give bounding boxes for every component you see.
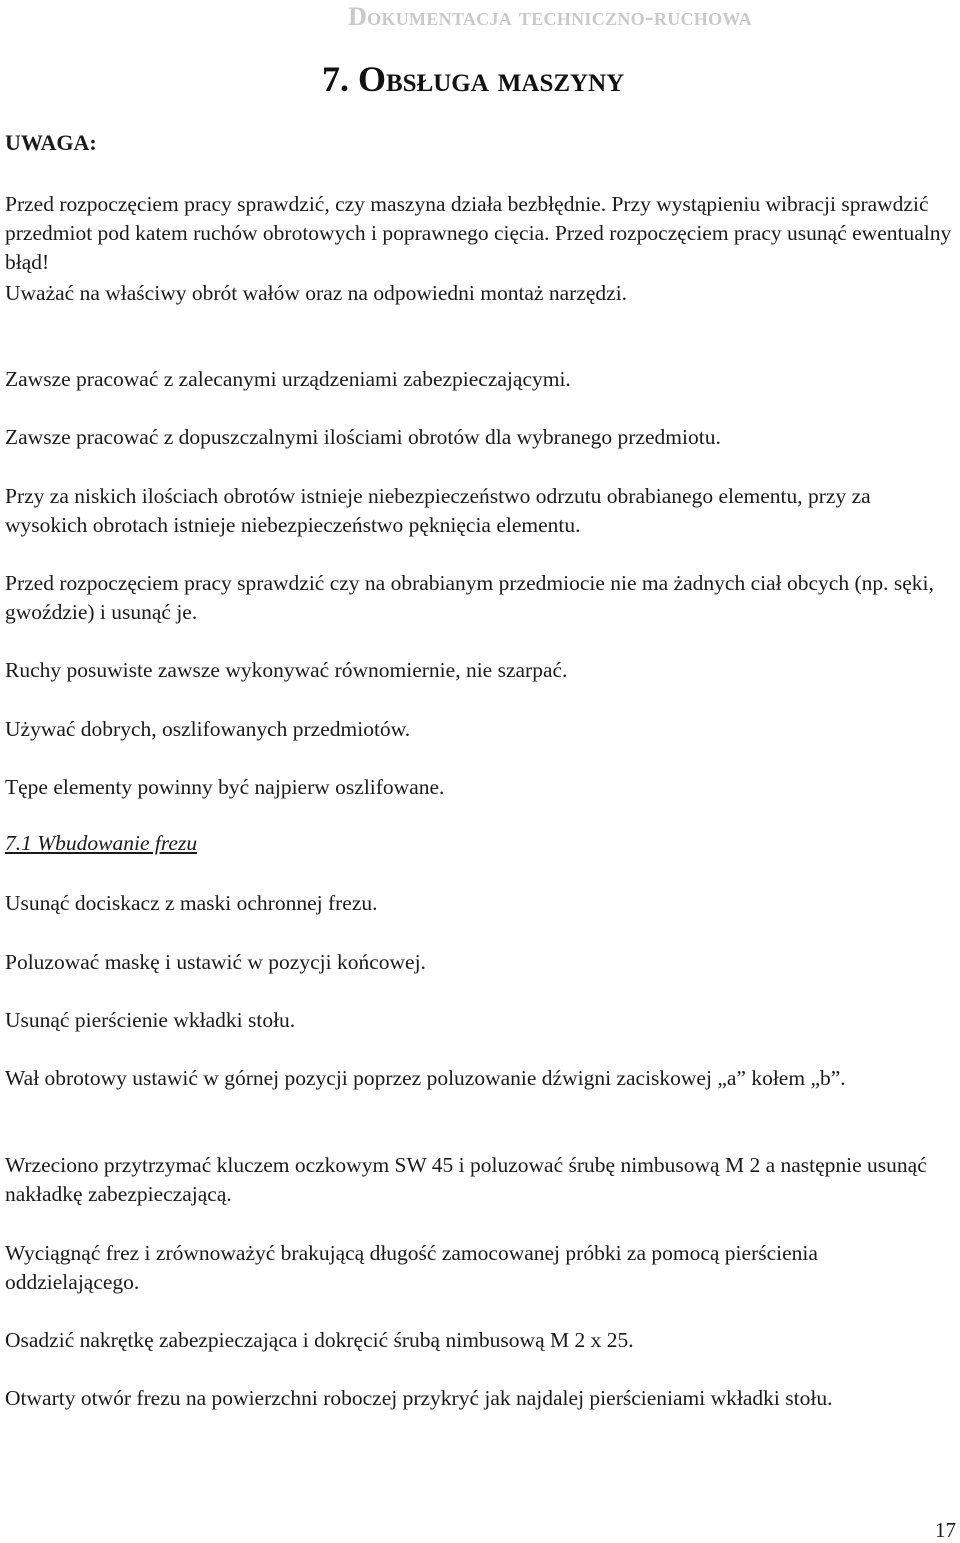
warning-paragraph: Przed rozpoczęciem pracy sprawdzić, czy maszyna działa bezbłędnie. Przy wystąpieniu wibracji sprawdzić przedmiot pod katem ruchów obrotowych i poprawnego cięcia. Przed rozpoczęciem pracy usunąć ewentualny błąd! (5, 192, 952, 274)
warning-label: UWAGA: (5, 130, 97, 155)
step-paragraph: Wał obrotowy ustawić w górnej pozycji poprzez poluzowanie dźwigni zaciskowej „a” kołem „b”. (5, 1066, 846, 1090)
step-paragraph: Wrzeciono przytrzymać kluczem oczkowym SW 45 i poluzować śrubę nimbusową M 2 a następnie usunąć nakładkę zabezpieczającą. (5, 1153, 927, 1206)
step-paragraph: Usunąć pierścienie wkładki stołu. (5, 1008, 296, 1032)
section-title: 7. Obsługa maszyny (322, 59, 625, 99)
rule-paragraph: Przy za niskich ilościach obrotów istnieje niebezpieczeństwo odrzutu obrabianego elementu, przy za wysokich obrotach istnieje niebezpieczeństwo pęknięcia elementu. (5, 484, 871, 537)
running-header: Dokumentacja techniczno-ruchowa (348, 2, 752, 31)
step-paragraph: Osadzić nakrętkę zabezpieczająca i dokręcić śrubą nimbusową M 2 x 25. (5, 1328, 634, 1352)
step-paragraph: Wyciągnąć frez i zrównoważyć brakującą długość zamocowanej próbki za pomocą pierścienia oddzielającego. (5, 1241, 818, 1294)
step-paragraph: Usunąć dociskacz z maski ochronnej frezu. (5, 891, 378, 915)
rule-paragraph: Uważać na właściwy obrót wałów oraz na odpowiedni montaż narzędzi. (5, 281, 628, 305)
step-paragraph: Otwarty otwór frezu na powierzchni roboczej przykryć jak najdalej pierścieniami wkładki stołu. (5, 1386, 833, 1410)
rule-paragraph: Tępe elementy powinny być najpierw oszlifowane. (5, 775, 445, 799)
rule-paragraph: Używać dobrych, oszlifowanych przedmiotów. (5, 717, 411, 741)
page-number: 17 (935, 1518, 956, 1542)
rule-paragraph: Ruchy posuwiste zawsze wykonywać równomiernie, nie szarpać. (5, 658, 568, 682)
subsection-heading: 7.1 Wbudowanie frezu (5, 831, 198, 855)
rule-paragraph: Zawsze pracować z dopuszczalnymi ilościami obrotów dla wybranego przedmiotu. (5, 425, 721, 449)
rule-paragraph: Przed rozpoczęciem pracy sprawdzić czy na obrabianym przedmiocie nie ma żadnych ciał obcych (np. sęki, gwoździe) i usunąć je. (5, 571, 934, 624)
rule-paragraph: Zawsze pracować z zalecanymi urządzeniami zabezpieczającymi. (5, 367, 571, 391)
step-paragraph: Poluzować maskę i ustawić w pozycji końcowej. (5, 950, 426, 974)
